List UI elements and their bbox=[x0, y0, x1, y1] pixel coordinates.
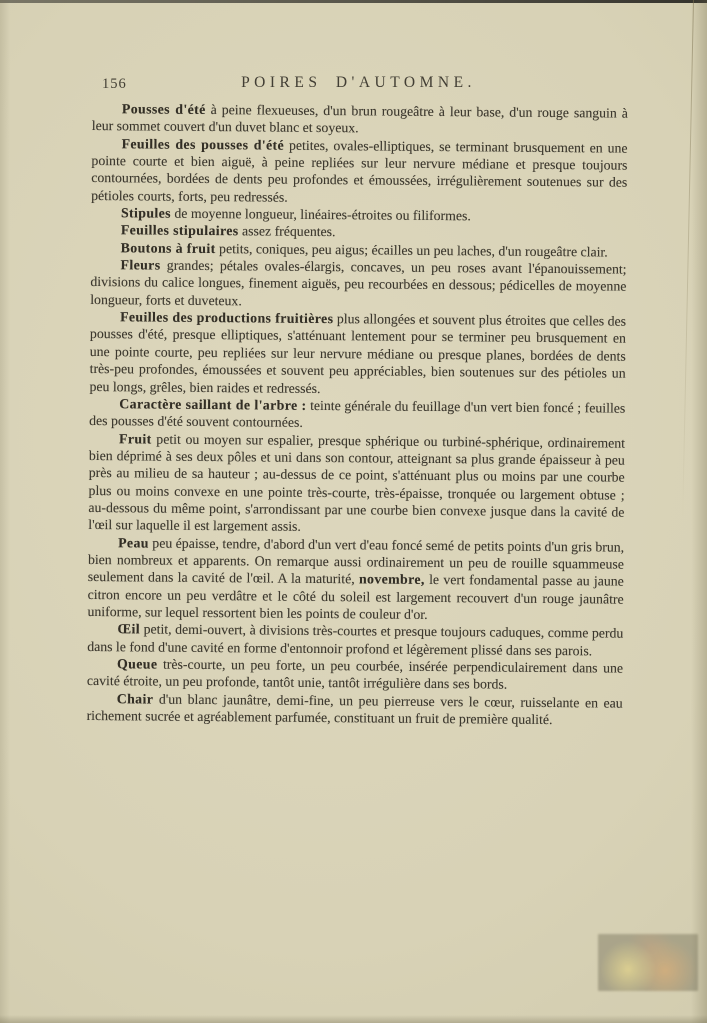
paragraph bbox=[89, 308, 626, 399]
paragraph-lead: Feuilles des pousses d'été bbox=[121, 135, 285, 153]
paragraph bbox=[91, 135, 628, 209]
paragraph-text: le vert fondamental passe au jaune citron encore un peu verdâtre et le côté du soleil est largement recouvert d'un rouge jaunâtre uniforme, sur lequel ressortent bien les points de couleur d'or. bbox=[87, 572, 624, 622]
photo-left-edge bbox=[0, 0, 10, 1023]
paragraph-lead: Caractère saillant de l'arbre : bbox=[119, 396, 307, 413]
paragraph-text: à peine flexueuses, d'un brun rougeâtre à leur base, d'un rouge sanguin à leur sommet couvert d'un duvet blanc et soyeux. bbox=[91, 101, 628, 136]
paragraph-text: plus allongées et souvent plus étroites que celles des pousses d'été, presque elliptiques, s'atténuant lentement pour se terminer peu brusquement en une pointe courte, peu repliées sur leur nervure médiane ou presque planes, bordées de dents très-peu profondes, émoussées et souvent peu appréciables, bien soutenues sur des pétioles un peu longs, grêles, bien raides et redressés. bbox=[89, 311, 627, 396]
paragraph-text: petit, demi-ouvert, à divisions très-courtes et presque toujours caduques, comme perdu dans le fond d'une cavité en forme d'entonnoir profond et légèrement plissé dans ses parois. bbox=[87, 621, 624, 659]
paragraph-lead: Feuilles stipulaires bbox=[120, 222, 239, 239]
paragraph bbox=[87, 620, 623, 659]
ghost-still-life-image bbox=[598, 934, 698, 991]
paragraph-lead: Stipules bbox=[120, 205, 172, 221]
page-number: 156 bbox=[102, 76, 127, 92]
paragraph-text: petits, coniques, peu aigus; écailles un peu laches, d'un rougeâtre clair. bbox=[215, 240, 608, 260]
photo-right-edge bbox=[691, 0, 707, 1023]
paragraph bbox=[87, 690, 623, 729]
paragraph-lead: Queue bbox=[117, 656, 158, 672]
paragraph bbox=[88, 430, 625, 539]
paragraph-lead: Peau bbox=[118, 534, 149, 551]
paragraph-text: petites, ovales-elliptiques, se terminant brusquement en une pointe courte et bien aiguë, à peine repliées sur leur nervure médiane et presque toujours contournées, bordées de dents peu profondes et émoussées, irrégulièrement soutenues sur des pétioles courts, forts, peu redressés. bbox=[91, 137, 628, 205]
photo-bottom-edge bbox=[0, 1015, 707, 1023]
paragraph bbox=[90, 256, 626, 313]
paragraph bbox=[92, 100, 628, 139]
paragraph-lead: Fruit bbox=[118, 430, 152, 447]
paragraph-lead: Œil bbox=[117, 621, 141, 637]
paragraph-text: teinte générale du feuillage d'un vert bien foncé ; feuilles des pousses d'été souvent contournées. bbox=[89, 397, 626, 431]
paragraph-lead: Pousses d'été bbox=[121, 101, 206, 117]
paragraph-lead: Fleurs bbox=[120, 257, 161, 273]
paragraph-text: petit ou moyen sur espalier, presque sphérique ou turbiné-sphérique, ordinairement bien déprimé à ses deux pôles et uni dans son contour, atteignant sa plus grande épaisseur à peu près au milieu de sa hauteur ; au-dessus de ce point, s'atténuant plus ou moins par une courbe plus ou moins convexe en une pointe très-courte, très-épaisse, tronquée ou largement obtuse ; au-dessous du même point, s'arrondissant par une courbe bien convexe jusque dans la cavité de l'œil sur laquelle il est largement assis. bbox=[88, 431, 626, 535]
paragraph-text: peu épaisse, tendre, d'abord d'un vert d'eau foncé semé de petits points d'un gris brun, bien nombreux et apparents. On remarque aussi ordinairement un peu de rouille squammeuse seulement dans la cavité de l'œil. A la maturité, bbox=[87, 535, 625, 587]
paragraph-lead: novembre, bbox=[358, 571, 425, 588]
paragraph-text: très-courte, un peu forte, un peu courbée, insérée perpendiculairement dans une cavité étroite, un peu profonde, tantôt unie, tantôt irrégulière dans ses bords. bbox=[86, 656, 624, 692]
paragraph-text: assez fréquentes. bbox=[238, 223, 336, 240]
photo-top-edge bbox=[0, 0, 707, 3]
paragraph-lead: Feuilles des productions fruitières bbox=[120, 309, 334, 327]
paragraph bbox=[87, 655, 623, 694]
paragraph-text: de moyenne longueur, linéaires-étroites ou filiformes. bbox=[170, 205, 471, 224]
paragraph-text: grandes; pétales ovales-élargis, concaves, un peu roses avant l'épanouissement; divisions du calice longues, finement aiguës, peu recourbées en dessous; pédicelles de moyenne longueur, forts et duveteux. bbox=[90, 257, 627, 309]
page-body bbox=[87, 100, 628, 729]
page-header-title: POIRES D'AUTOMNE. bbox=[241, 74, 476, 91]
paragraph-text: d'un blanc jaunâtre, demi-fine, un peu pierreuse vers le cœur, ruisselante en eau richement sucrée et agréablement parfumée, constituant un fruit de première qualité. bbox=[86, 691, 623, 728]
paragraph bbox=[89, 395, 625, 434]
paragraph-lead: Boutons à fruit bbox=[120, 240, 216, 256]
paragraph bbox=[87, 534, 624, 625]
page-header bbox=[90, 74, 627, 96]
paragraph-lead: Chair bbox=[116, 690, 154, 707]
